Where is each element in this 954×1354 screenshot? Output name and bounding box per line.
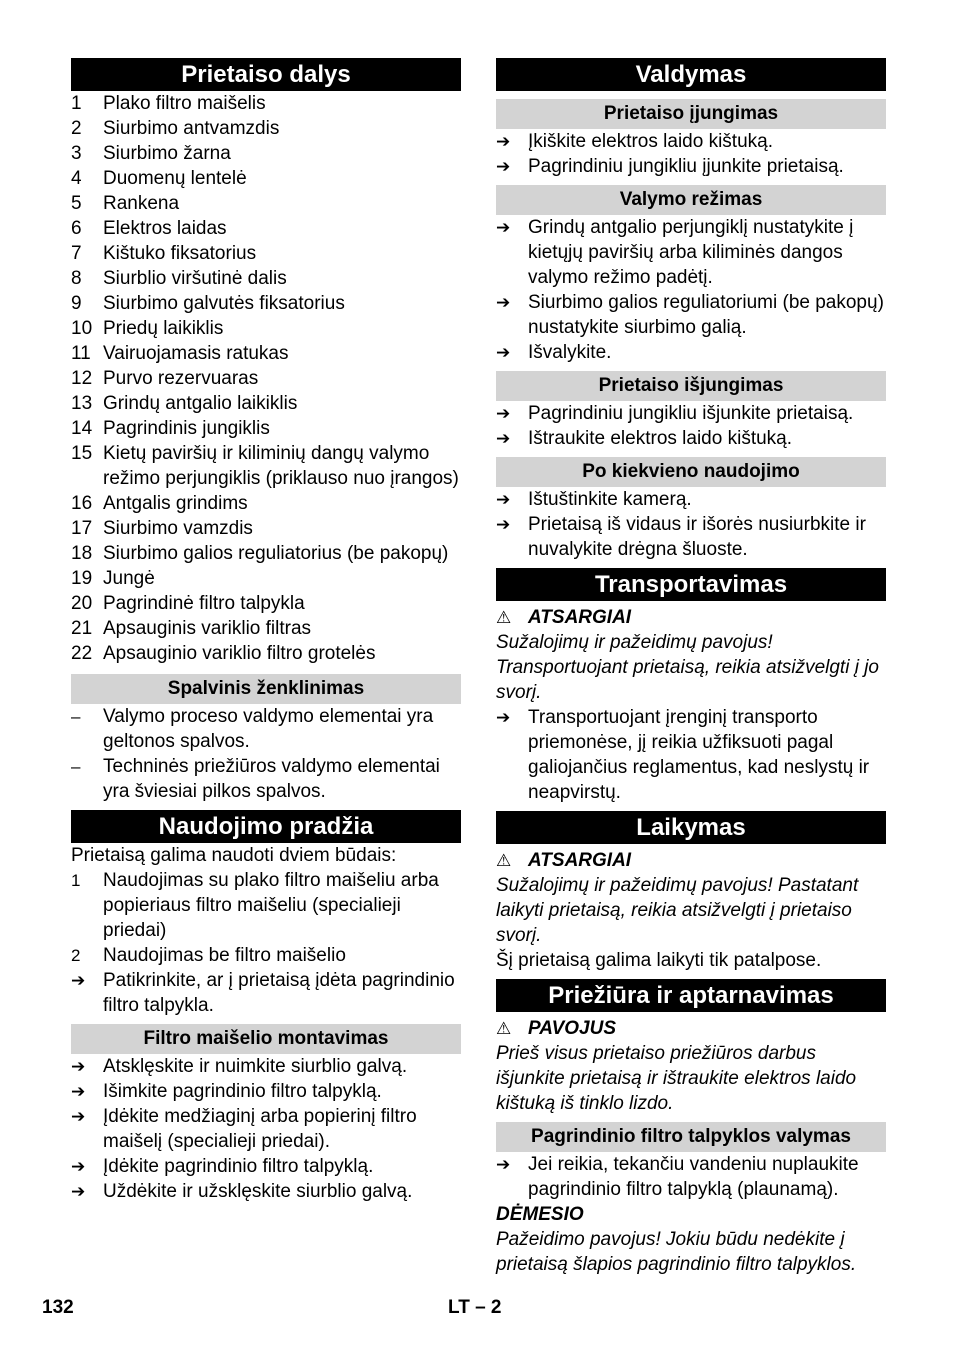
- filter-attention-label: DĖMESIO: [496, 1204, 584, 1225]
- language-page-label: LT – 2: [448, 1297, 502, 1318]
- parts-list: [71, 91, 461, 666]
- arrow-right-icon: ➔: [496, 404, 511, 423]
- item-text: Apsauginio variklio filtro grotelės: [103, 643, 376, 664]
- arrow-right-icon: ➔: [496, 218, 511, 237]
- heading-care: Priežiūra ir aptarnavimas: [496, 979, 886, 1012]
- item-number: 20: [71, 593, 93, 614]
- item-text: Kištuko fiksatorius: [103, 243, 257, 264]
- item-number: 3: [71, 143, 82, 164]
- transport-list: [496, 705, 886, 805]
- item-text: Išimkite pagrindinio filtro talpyklą.: [103, 1081, 382, 1102]
- list-item: [71, 116, 461, 141]
- list-item: [71, 566, 461, 591]
- list-item: [71, 241, 461, 266]
- arrow-right-icon: ➔: [71, 1157, 86, 1176]
- list-item: [496, 487, 886, 512]
- item-number: 7: [71, 243, 82, 264]
- list-item: [71, 968, 461, 1018]
- item-number: 16: [71, 493, 93, 514]
- heading-filter-cleaning: Pagrindinio filtro talpyklos valymas: [496, 1122, 886, 1152]
- list-item: [71, 366, 461, 391]
- item-number: 8: [71, 268, 82, 289]
- item-number: 9: [71, 293, 82, 314]
- transport-warning-label: ATSARGIAI: [528, 607, 632, 628]
- item-text: Išvalykite.: [528, 342, 612, 363]
- item-text: Plako filtro maišelis: [103, 93, 266, 114]
- item-text: Siurbimo žarna: [103, 143, 231, 164]
- list-item: [496, 290, 886, 340]
- arrow-right-icon: ➔: [71, 1182, 86, 1201]
- list-item: [71, 491, 461, 516]
- arrow-right-icon: ➔: [71, 971, 86, 990]
- item-text: Siurbimo galvutės fiksatorius: [103, 293, 345, 314]
- item-text: Duomenų lentelė: [103, 168, 247, 189]
- care-warning-text: Prieš visus prietaiso priežiūros darbus išjunkite prietaisą ir ištraukite elektros laido kištuką iš tinklo lizdo.: [496, 1043, 857, 1114]
- item-number: 14: [71, 418, 93, 439]
- list-item: [71, 341, 461, 366]
- arrow-right-icon: ➔: [496, 515, 511, 534]
- item-text: Įkiškite elektros laido kištuką.: [528, 131, 773, 152]
- item-text: Jei reikia, tekančiu vandeniu nuplaukite pagrindinio filtro talpyklą (plaunamą).: [528, 1154, 859, 1200]
- list-item: [496, 340, 886, 365]
- item-text: Pagrindinis jungiklis: [103, 418, 270, 439]
- list-item: [71, 1154, 461, 1179]
- list-item: [71, 616, 461, 641]
- list-item: [71, 316, 461, 341]
- warning-triangle-icon: ⚠: [496, 851, 512, 870]
- item-number: 13: [71, 393, 93, 414]
- heading-switch-off: Prietaiso išjungimas: [496, 371, 886, 401]
- item-text: Siurbimo antvamzdis: [103, 118, 280, 139]
- list-item: [71, 591, 461, 616]
- list-item: [496, 401, 886, 426]
- item-text: Purvo rezervuaras: [103, 368, 259, 389]
- storage-warning-label: ATSARGIAI: [528, 850, 632, 871]
- list-item: [71, 1054, 461, 1079]
- arrow-right-icon: ➔: [496, 132, 511, 151]
- item-number: 17: [71, 518, 93, 539]
- item-text: Patikrinkite, ar į prietaisą įdėta pagrindinio filtro talpykla.: [103, 970, 455, 1016]
- list-item: [71, 91, 461, 116]
- item-text: Pagrindiniu jungikliu įjunkite prietaisą.: [528, 156, 844, 177]
- filter-list: [496, 1152, 886, 1202]
- item-number: 21: [71, 618, 93, 639]
- filter-attention-text: Pažeidimo pavojus! Jokiu būdu nedėkite į prietaisą šlapios pagrindinio filtro talpyklos.: [496, 1229, 857, 1275]
- item-number: 22: [71, 643, 93, 664]
- item-number: 2: [71, 118, 82, 139]
- list-item: [71, 216, 461, 241]
- right-column: [496, 58, 886, 1277]
- storage-warning-text: Sužalojimų ir pažeidimų pavojus! Pastatant laikyti prietaisą, reikia atsižvelgti į prietaiso svorį.: [496, 875, 859, 946]
- item-marker: 1: [71, 871, 81, 890]
- list-item: [496, 426, 886, 451]
- list-item: [71, 141, 461, 166]
- arrow-right-icon: ➔: [496, 1155, 511, 1174]
- list-item: [71, 754, 461, 804]
- item-text: Ištraukite elektros laido kištuką.: [528, 428, 793, 449]
- list-item: [496, 512, 886, 562]
- bag-list: [71, 1054, 461, 1204]
- item-text: Elektros laidas: [103, 218, 227, 239]
- item-marker: 2: [71, 946, 81, 965]
- item-text: Naudojimas su plako filtro maišeliu arba popieriaus filtro maišeliu (specialieji priedai): [103, 870, 439, 941]
- list-item: [71, 441, 461, 491]
- list-item: [71, 704, 461, 754]
- item-marker: –: [71, 757, 81, 776]
- transport-warning-text: Sužalojimų ir pažeidimų pavojus! Transportuojant prietaisą, reikia atsižvelgti į jo svorį.: [496, 632, 879, 703]
- list-item: [496, 705, 886, 805]
- item-text: Techninės priežiūros valdymo elementai yra šviesiai pilkos spalvos.: [103, 756, 440, 802]
- on-list: [496, 129, 886, 179]
- arrow-right-icon: ➔: [71, 1057, 86, 1076]
- item-text: Apsauginis variklio filtras: [103, 618, 312, 639]
- list-item: [71, 943, 461, 968]
- item-number: 6: [71, 218, 82, 239]
- start-list: [71, 868, 461, 1018]
- arrow-right-icon: ➔: [71, 1107, 86, 1126]
- list-item: [71, 516, 461, 541]
- transport-warning: [496, 605, 886, 630]
- list-item: [71, 191, 461, 216]
- item-text: Siurblio viršutinė dalis: [103, 268, 287, 289]
- list-item: [496, 1152, 886, 1202]
- arrow-right-icon: ➔: [496, 708, 511, 727]
- item-text: Siurbimo galios reguliatoriumi (be pakopų) nustatykite siurbimo galią.: [528, 292, 884, 338]
- item-text: Vairuojamasis ratukas: [103, 343, 289, 364]
- item-text: Valymo proceso valdymo elementai yra geltonos spalvos.: [103, 706, 434, 752]
- heading-switch-on: Prietaiso įjungimas: [496, 99, 886, 129]
- page-number: 132: [42, 1297, 74, 1318]
- arrow-right-icon: ➔: [496, 429, 511, 448]
- item-text: Įdėkite pagrindinio filtro talpyklą.: [103, 1156, 374, 1177]
- item-text: Pagrindiniu jungikliu išjunkite prietaisą.: [528, 403, 854, 424]
- item-text: Kietų paviršių ir kiliminių dangų valymo režimo perjungiklis (priklauso nuo įrangos): [103, 443, 459, 489]
- list-item: [496, 154, 886, 179]
- item-text: Ištuštinkite kamerą.: [528, 489, 692, 510]
- item-text: Grindų antgalio laikiklis: [103, 393, 298, 414]
- storage-warning: [496, 848, 886, 873]
- warning-triangle-icon: ⚠: [496, 608, 512, 627]
- heading-parts: Prietaiso dalys: [71, 58, 461, 91]
- item-text: Pagrindinė filtro talpykla: [103, 593, 305, 614]
- item-text: Uždėkite ir užsklęskite siurblio galvą.: [103, 1181, 413, 1202]
- list-item: [71, 1179, 461, 1204]
- item-text: Jungė: [103, 568, 155, 589]
- heading-after-use: Po kiekvieno naudojimo: [496, 457, 886, 487]
- heading-start: Naudojimo pradžia: [71, 810, 461, 843]
- list-item: [496, 215, 886, 290]
- item-number: 19: [71, 568, 93, 589]
- list-item: [71, 641, 461, 666]
- list-item: [71, 868, 461, 943]
- item-marker: –: [71, 707, 81, 726]
- care-warning: [496, 1016, 886, 1041]
- heading-storage: Laikymas: [496, 811, 886, 844]
- storage-text: Šį prietaisą galima laikyti tik patalpose.: [496, 950, 822, 971]
- arrow-right-icon: ➔: [496, 343, 511, 362]
- list-item: [71, 541, 461, 566]
- list-item: [71, 291, 461, 316]
- item-text: Grindų antgalio perjungiklį nustatykite į kietųjų paviršių arba kiliminės dangos valymo režimo padėtį.: [528, 217, 854, 288]
- left-column: [71, 58, 461, 1204]
- item-text: Rankena: [103, 193, 180, 214]
- off-list: [496, 401, 886, 451]
- item-text: Antgalis grindims: [103, 493, 248, 514]
- item-number: 10: [71, 318, 93, 339]
- item-text: Įdėkite medžiaginį arba popierinį filtro maišelį (specialieji priedai).: [103, 1106, 417, 1152]
- care-warning-label: PAVOJUS: [528, 1018, 616, 1039]
- item-text: Siurbimo galios reguliatorius (be pakopų): [103, 543, 449, 564]
- item-text: Atsklęskite ir nuimkite siurblio galvą.: [103, 1056, 408, 1077]
- heading-transport: Transportavimas: [496, 568, 886, 601]
- arrow-right-icon: ➔: [496, 293, 511, 312]
- list-item: [71, 166, 461, 191]
- item-number: 15: [71, 443, 93, 464]
- heading-control: Valdymas: [496, 58, 886, 91]
- item-text: Transportuojant įrenginį transporto priemonėse, jį reikia užfiksuoti pagal galiojančius reglamentus, kad neslystų ir neapvirstų.: [528, 707, 870, 803]
- item-text: Naudojimas be filtro maišelio: [103, 945, 346, 966]
- list-item: [71, 391, 461, 416]
- arrow-right-icon: ➔: [496, 490, 511, 509]
- heading-color-coding: Spalvinis ženklinimas: [71, 674, 461, 704]
- item-number: 11: [71, 343, 91, 364]
- item-number: 4: [71, 168, 82, 189]
- color-list: [71, 704, 461, 804]
- item-number: 1: [71, 93, 82, 114]
- item-text: Priedų laikiklis: [103, 318, 224, 339]
- arrow-right-icon: ➔: [71, 1082, 86, 1101]
- list-item: [71, 1079, 461, 1104]
- item-number: 12: [71, 368, 93, 389]
- list-item: [496, 129, 886, 154]
- item-text: Siurbimo vamzdis: [103, 518, 253, 539]
- warning-triangle-icon: ⚠: [496, 1019, 512, 1038]
- item-number: 18: [71, 543, 93, 564]
- after-list: [496, 487, 886, 562]
- item-number: 5: [71, 193, 82, 214]
- list-item: [71, 266, 461, 291]
- list-item: [71, 1104, 461, 1154]
- heading-cleaning-mode: Valymo režimas: [496, 185, 886, 215]
- item-text: Prietaisą iš vidaus ir išorės nusiurbkite ir nuvalykite drėgna šluoste.: [528, 514, 866, 560]
- heading-filter-bag: Filtro maišelio montavimas: [71, 1024, 461, 1054]
- list-item: [71, 416, 461, 441]
- arrow-right-icon: ➔: [496, 157, 511, 176]
- mode-list: [496, 215, 886, 365]
- start-intro: Prietaisą galima naudoti dviem būdais:: [71, 845, 397, 866]
